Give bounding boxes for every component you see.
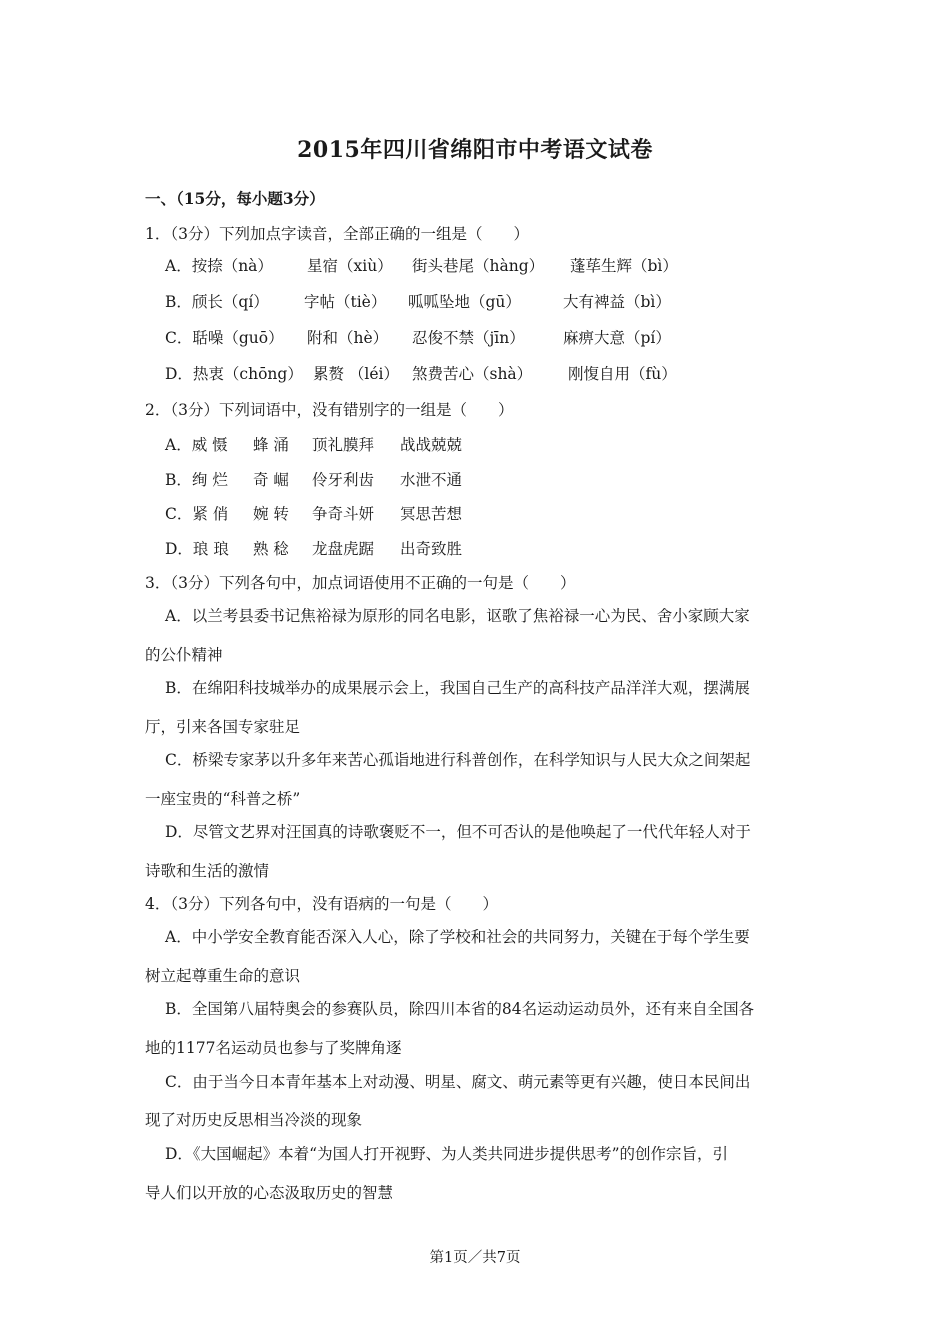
page-footer: 第1页／共7页 — [429, 1250, 521, 1266]
q4-option-a-line-1: A．中小学安全教育能否深入人心，除了学校和社会的共同努力，关键在于每个学生要 — [165, 928, 750, 946]
q2-option-c — [0, 504, 950, 524]
q4-option-d-line-1: D．《大国崛起》本着“为国人打开视野、为人类共同进步提供思考”的创作宗旨，引 — [165, 1145, 729, 1163]
q1-b-item-1: B．颀长（qí） — [165, 293, 269, 311]
document-title: 2015年四川省绵阳市中考语文试卷 — [297, 137, 653, 163]
q2-c-item-3: 争奇斗妍 — [312, 505, 375, 523]
q2-option-a — [0, 435, 950, 455]
q2-b-item-2: 奇 崛 — [253, 471, 289, 489]
q4-option-b-line-1: B．全国第八届特奥会的参赛队员，除四川本省的84名运动运动员外，还有来自全国各 — [165, 1000, 755, 1018]
q1-d-item-3: 煞费苦心（shà） — [412, 365, 533, 383]
q1-c-item-4: 麻痹大意（pí） — [563, 329, 671, 347]
q1-d-item-4: 刚愎自用（fù） — [568, 365, 677, 383]
q1-a-item-4: 蓬荜生辉（bì） — [570, 257, 678, 275]
section-heading: 一、（15分，每小题3分） — [145, 189, 325, 208]
q2-d-item-1: D．琅 琅 — [165, 540, 229, 558]
q1-c-item-3: 忍俊不禁（jīn） — [412, 329, 525, 347]
q4-option-a-line-2: 树立起尊重生命的意识 — [145, 967, 301, 985]
q1-b-item-3: 呱呱坠地（gū） — [408, 293, 521, 311]
q2-a-item-1: A．威 慑 — [165, 436, 228, 454]
q2-b-item-1: B．绚 烂 — [165, 471, 228, 489]
q1-a-item-1: A．按捺（nà） — [165, 257, 273, 275]
q3-option-b-line-2: 厅，引来各国专家驻足 — [145, 718, 301, 736]
question-4-stem: 4．（3分）下列各句中，没有语病的一句是（ ） — [145, 895, 498, 913]
question-3-stem: 3．（3分）下列各句中，加点词语使用不正确的一句是（ ） — [145, 574, 576, 592]
q4-option-b-line-2: 地的1177名运动员也参与了奖牌角逐 — [145, 1039, 402, 1057]
question-1-stem: 1．（3分）下列加点字读音，全部正确的一组是（ ） — [145, 225, 529, 243]
q3-option-c-line-1: C．桥梁专家茅以升多年来苦心孤诣地进行科普创作，在科学知识与人民大众之间架起 — [165, 751, 751, 769]
q2-option-b — [0, 470, 950, 490]
q1-d-item-2: 累赘 （léi） — [313, 365, 400, 383]
q1-d-item-1: D．热衷（chōng） — [165, 365, 303, 383]
q1-option-a — [0, 256, 950, 276]
q2-b-item-3: 伶牙利齿 — [312, 471, 375, 489]
q1-a-item-2: 星宿（xiù） — [307, 257, 393, 275]
q1-a-item-3: 街头巷尾（hàng） — [412, 257, 545, 275]
q3-option-c-line-2: 一座宝贵的“科普之桥” — [145, 790, 301, 808]
q2-a-item-3: 顶礼膜拜 — [312, 436, 375, 454]
q1-c-item-2: 附和（hè） — [307, 329, 389, 347]
q2-c-item-2: 婉 转 — [253, 505, 289, 523]
q2-d-item-4: 出奇致胜 — [400, 540, 463, 558]
q2-d-item-2: 熟 稔 — [253, 540, 289, 558]
q3-option-a-line-2: 的公仆精神 — [145, 646, 223, 664]
q3-option-a-line-1: A．以兰考县委书记焦裕禄为原形的同名电影，讴歌了焦裕禄一心为民、舍小家顾大家 — [165, 607, 750, 625]
q2-c-item-4: 冥思苦想 — [400, 505, 463, 523]
q1-b-item-4: 大有裨益（bì） — [563, 293, 671, 311]
q2-c-item-1: C．紧 俏 — [165, 505, 229, 523]
q2-a-item-2: 蜂 涌 — [253, 436, 289, 454]
q2-a-item-4: 战战兢兢 — [400, 436, 463, 454]
q4-option-d-line-2: 导人们以开放的心态汲取历史的智慧 — [145, 1184, 394, 1202]
q3-option-b-line-1: B．在绵阳科技城举办的成果展示会上，我国自己生产的高科技产品洋洋大观，摆满展 — [165, 679, 750, 697]
q4-option-c-line-2: 现了对历史反思相当冷淡的现象 — [145, 1111, 363, 1129]
q1-option-b — [0, 292, 950, 312]
q2-option-d — [0, 539, 950, 559]
q3-option-d-line-2: 诗歌和生活的激情 — [145, 862, 270, 880]
question-2-stem: 2．（3分）下列词语中，没有错别字的一组是（ ） — [145, 401, 514, 419]
q1-b-item-2: 字帖（tiè） — [304, 293, 387, 311]
q1-option-d — [0, 364, 950, 384]
q4-option-c-line-1: C．由于当今日本青年基本上对动漫、明星、腐文、萌元素等更有兴趣，使日本民间出 — [165, 1073, 751, 1091]
q1-option-c — [0, 328, 950, 348]
q2-b-item-4: 水泄不通 — [400, 471, 463, 489]
q1-c-item-1: C．聒噪（guō） — [165, 329, 284, 347]
q2-d-item-3: 龙盘虎踞 — [312, 540, 375, 558]
q3-option-d-line-1: D．尽管文艺界对汪国真的诗歌褒贬不一，但不可否认的是他唤起了一代代年轻人对于 — [165, 823, 751, 841]
